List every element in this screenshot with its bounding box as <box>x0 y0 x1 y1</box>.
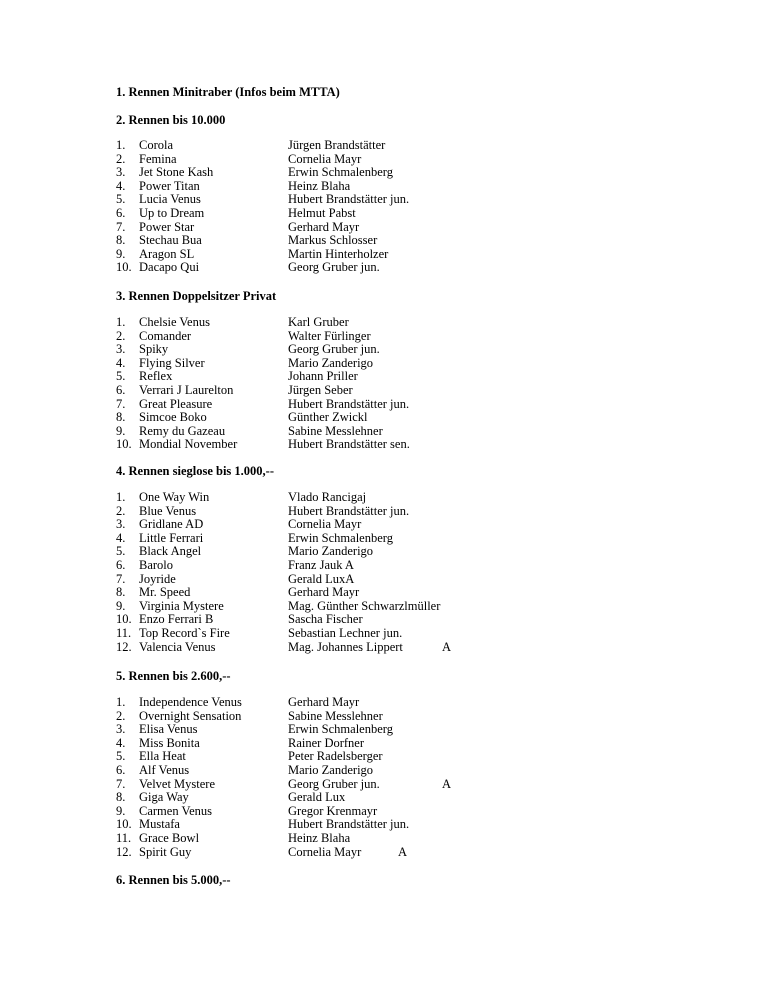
horse-name: Independence Venus <box>139 695 242 709</box>
driver-name: Vlado Rancigaj <box>288 490 367 504</box>
horse-name: Dacapo Qui <box>139 260 200 275</box>
starter-number: 10. <box>116 817 132 832</box>
section-heading: 1. Rennen Minitraber (Infos beim MTTA) <box>116 85 340 99</box>
list-item <box>116 791 676 805</box>
horse-name: Virginia Mystere <box>139 598 224 613</box>
list-item <box>116 193 676 207</box>
starter-number: 9. <box>116 246 126 261</box>
starter-number: 7. <box>116 776 126 791</box>
starter-number: 2. <box>116 503 126 518</box>
horse-name: Black Angel <box>139 544 202 559</box>
starter-number: 1. <box>116 315 126 329</box>
horse-name: Spirit Guy <box>139 844 192 859</box>
list-item <box>116 559 676 573</box>
driver-name: Mario Zanderigo <box>288 355 374 370</box>
list-item <box>116 343 676 357</box>
starter-number: 10. <box>116 612 132 627</box>
starter-number: 7. <box>116 219 126 234</box>
list-item <box>116 723 676 737</box>
horse-name: Lucia Venus <box>139 192 201 207</box>
list-item <box>116 207 676 221</box>
horse-name: Gridlane AD <box>139 517 204 532</box>
horse-name: Velvet Mystere <box>139 776 216 791</box>
starter-number: 9. <box>116 423 126 438</box>
entry-marker: A <box>442 639 452 654</box>
horse-name: One Way Win <box>139 490 210 504</box>
list-item <box>116 737 676 751</box>
section-heading: 3. Rennen Doppelsitzer Privat <box>116 289 277 303</box>
horse-name: Jet Stone Kash <box>139 165 214 180</box>
horse-name: Alf Venus <box>139 762 190 777</box>
driver-name: Hubert Brandstätter jun. <box>288 192 410 207</box>
driver-name: Gerhard Mayr <box>288 585 360 600</box>
horse-name: Power Star <box>139 219 195 234</box>
list-item <box>116 180 676 194</box>
driver-name: Mag. Johannes Lippert <box>288 639 403 654</box>
horse-name: Overnight Sensation <box>139 708 242 723</box>
list-item <box>116 438 676 452</box>
list-item <box>116 139 676 153</box>
horse-name: Corola <box>139 138 174 152</box>
starter-number: 12. <box>116 639 132 654</box>
horse-name: Joyride <box>139 571 176 586</box>
horse-name: Barolo <box>139 557 174 572</box>
list-item <box>116 778 676 792</box>
list-item <box>116 627 676 641</box>
list-item <box>116 805 676 819</box>
list-item <box>116 764 676 778</box>
driver-name: Erwin Schmalenberg <box>288 722 393 737</box>
starter-number: 6. <box>116 762 126 777</box>
driver-name: Franz Jauk A <box>288 557 354 572</box>
starter-number: 6. <box>116 205 126 220</box>
horse-name: Simcoe Boko <box>139 410 207 425</box>
list-item <box>116 153 676 167</box>
starter-number: 7. <box>116 396 126 411</box>
list-item <box>116 221 676 235</box>
horse-name: Top Record`s Fire <box>139 625 230 640</box>
list-item <box>116 316 676 330</box>
driver-name: Sabine Messlehner <box>288 708 383 723</box>
driver-name: Rainer Dorfner <box>288 735 365 750</box>
driver-name: Gerald Lux <box>288 790 346 805</box>
list-item <box>116 370 676 384</box>
starter-number: 9. <box>116 803 126 818</box>
list-item <box>116 425 676 439</box>
starter-number: 4. <box>116 530 126 545</box>
horse-name: Elisa Venus <box>139 722 198 737</box>
entry-marker: A <box>442 776 452 791</box>
starter-number: 11. <box>116 830 132 845</box>
list-item <box>116 398 676 412</box>
driver-name: Cornelia Mayr <box>288 844 362 859</box>
driver-name: Hubert Brandstätter jun. <box>288 817 410 832</box>
starter-number: 11. <box>116 625 132 640</box>
list-item <box>116 613 676 627</box>
list-item <box>116 545 676 559</box>
starter-number: 12. <box>116 844 132 859</box>
driver-name: Cornelia Mayr <box>288 517 362 532</box>
list-item <box>116 234 676 248</box>
horse-name: Valencia Venus <box>139 639 216 654</box>
starter-number: 10. <box>116 260 132 275</box>
list-item <box>116 710 676 724</box>
horse-name: Grace Bowl <box>139 830 200 845</box>
list-item <box>116 818 676 832</box>
driver-name: Markus Schlosser <box>288 233 378 248</box>
starter-number: 1. <box>116 138 126 152</box>
horse-name: Stechau Bua <box>139 233 202 248</box>
driver-name: Sabine Messlehner <box>288 423 383 438</box>
driver-name: Gregor Krenmayr <box>288 803 378 818</box>
starter-number: 7. <box>116 571 126 586</box>
starter-number: 6. <box>116 557 126 572</box>
section-heading: 6. Rennen bis 5.000,-- <box>116 873 231 887</box>
list-item <box>116 600 676 614</box>
horse-name: Enzo Ferrari B <box>139 612 214 627</box>
driver-name: Erwin Schmalenberg <box>288 530 393 545</box>
horse-name: Remy du Gazeau <box>139 423 226 438</box>
list-item <box>116 641 676 655</box>
starter-number: 3. <box>116 517 126 532</box>
starter-list <box>116 139 676 275</box>
starter-number: 8. <box>116 585 126 600</box>
horse-name: Flying Silver <box>139 355 205 370</box>
list-item <box>116 750 676 764</box>
starter-number: 8. <box>116 410 126 425</box>
list-item <box>116 166 676 180</box>
starter-number: 3. <box>116 342 126 357</box>
starter-number: 3. <box>116 722 126 737</box>
list-item <box>116 518 676 532</box>
driver-name: Heinz Blaha <box>288 830 351 845</box>
horse-name: Femina <box>139 151 177 166</box>
driver-name: Sascha Fischer <box>288 612 363 627</box>
list-item <box>116 832 676 846</box>
driver-name: Hubert Brandstätter sen. <box>288 437 410 452</box>
driver-name: Gerhard Mayr <box>288 695 360 709</box>
starter-number: 2. <box>116 708 126 723</box>
section-heading: 2. Rennen bis 10.000 <box>116 113 226 127</box>
horse-name: Little Ferrari <box>139 530 204 545</box>
starter-number: 2. <box>116 328 126 343</box>
starter-number: 3. <box>116 165 126 180</box>
horse-name: Ella Heat <box>139 749 186 764</box>
driver-name: Günther Zwickl <box>288 410 368 425</box>
horse-name: Blue Venus <box>139 503 197 518</box>
driver-name: Martin Hinterholzer <box>288 246 389 261</box>
driver-name: Georg Gruber jun. <box>288 776 380 791</box>
list-item <box>116 505 676 519</box>
driver-name: Erwin Schmalenberg <box>288 165 393 180</box>
horse-name: Mr. Speed <box>139 585 191 600</box>
horse-name: Up to Dream <box>139 205 205 220</box>
starter-number: 9. <box>116 598 126 613</box>
driver-name: Hubert Brandstätter jun. <box>288 503 410 518</box>
list-item <box>116 846 676 860</box>
horse-name: Aragon SL <box>139 246 195 261</box>
starter-number: 1. <box>116 695 126 709</box>
driver-name: Helmut Pabst <box>288 205 356 220</box>
starter-list <box>116 696 676 859</box>
list-item <box>116 532 676 546</box>
section-heading: 5. Rennen bis 2.600,-- <box>116 669 231 683</box>
starter-number: 10. <box>116 437 132 452</box>
driver-name: Walter Fürlinger <box>288 328 371 343</box>
driver-name: Karl Gruber <box>288 315 349 329</box>
list-item <box>116 330 676 344</box>
driver-name: Gerhard Mayr <box>288 219 360 234</box>
starter-number: 8. <box>116 790 126 805</box>
starter-number: 6. <box>116 382 126 397</box>
starter-number: 5. <box>116 369 126 384</box>
starter-number: 4. <box>116 735 126 750</box>
starter-number: 2. <box>116 151 126 166</box>
list-item <box>116 261 676 275</box>
driver-name: Georg Gruber jun. <box>288 260 380 275</box>
horse-name: Reflex <box>139 369 173 384</box>
starter-list <box>116 316 676 452</box>
driver-name: Georg Gruber jun. <box>288 342 380 357</box>
starter-number: 4. <box>116 355 126 370</box>
driver-name: Jürgen Seber <box>288 382 353 397</box>
horse-name: Mondial November <box>139 437 238 452</box>
horse-name: Great Pleasure <box>139 396 213 411</box>
driver-name: Mario Zanderigo <box>288 762 374 777</box>
starter-number: 4. <box>116 178 126 193</box>
driver-name: Sebastian Lechner jun. <box>288 625 403 640</box>
starter-number: 5. <box>116 749 126 764</box>
horse-name: Miss Bonita <box>139 735 200 750</box>
list-item <box>116 573 676 587</box>
entry-marker: A <box>398 844 408 859</box>
driver-name: Jürgen Brandstätter <box>288 138 386 152</box>
starter-number: 8. <box>116 233 126 248</box>
list-item <box>116 384 676 398</box>
list-item <box>116 696 676 710</box>
horse-name: Mustafa <box>139 817 180 832</box>
starter-number: 5. <box>116 192 126 207</box>
list-item <box>116 586 676 600</box>
driver-name: Cornelia Mayr <box>288 151 362 166</box>
horse-name: Comander <box>139 328 192 343</box>
driver-name: Mag. Günther Schwarzlmüller <box>288 598 441 613</box>
horse-name: Power Titan <box>139 178 200 193</box>
driver-name: Peter Radelsberger <box>288 749 383 764</box>
driver-name: Mario Zanderigo <box>288 544 374 559</box>
list-item <box>116 248 676 262</box>
horse-name: Chelsie Venus <box>139 315 210 329</box>
horse-name: Verrari J Laurelton <box>139 382 234 397</box>
horse-name: Spiky <box>139 342 169 357</box>
horse-name: Giga Way <box>139 790 189 805</box>
starter-number: 1. <box>116 490 126 504</box>
starter-number: 5. <box>116 544 126 559</box>
driver-name: Gerald LuxA <box>288 571 355 586</box>
horse-name: Carmen Venus <box>139 803 213 818</box>
starter-list <box>116 491 676 654</box>
list-item <box>116 357 676 371</box>
driver-name: Heinz Blaha <box>288 178 351 193</box>
driver-name: Johann Priller <box>288 369 358 384</box>
list-item <box>116 491 676 505</box>
list-item <box>116 411 676 425</box>
section-heading: 4. Rennen sieglose bis 1.000,-- <box>116 464 274 478</box>
driver-name: Hubert Brandstätter jun. <box>288 396 410 411</box>
